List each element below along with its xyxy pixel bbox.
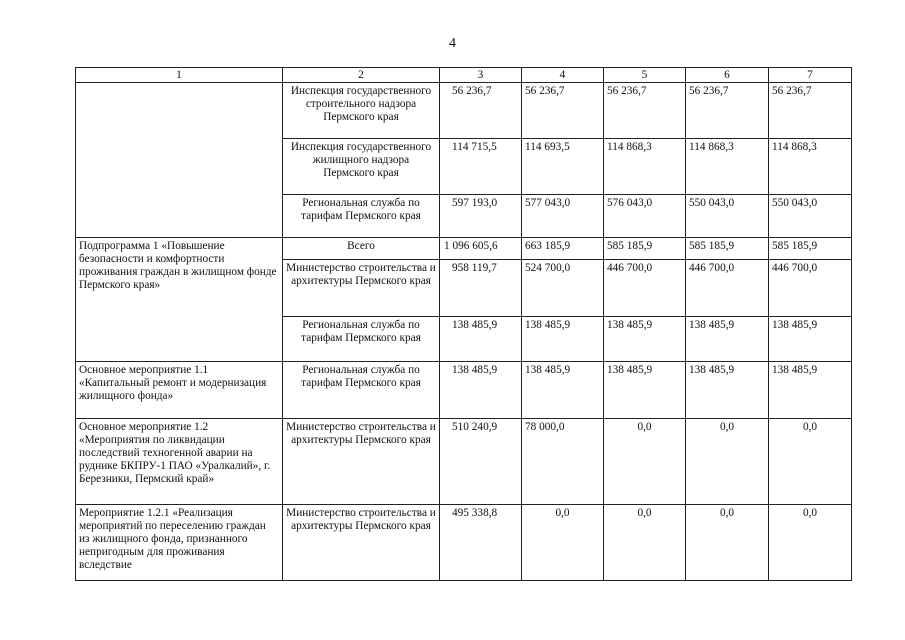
page-number: 4	[449, 36, 456, 51]
executor-cell: Инспекция государственного жилищного надзора Пермского края	[283, 139, 440, 195]
program-cell: Основное мероприятие 1.2 «Мероприятия по ликвидации последствий техногенной аварии на руднике БКПРУ-1 ПАО «Уралкалий», г. Березники, Пермский край»	[76, 419, 283, 505]
value-cell: 78 000,0	[522, 419, 604, 505]
executor-cell: Региональная служба по тарифам Пермского края	[283, 317, 440, 362]
column-header: 7	[769, 68, 852, 83]
value-cell: 56 236,7	[440, 83, 522, 139]
table-row	[76, 238, 852, 260]
value-cell: 663 185,9	[522, 238, 604, 260]
value-cell: 114 868,3	[686, 139, 769, 195]
executor-cell: Министерство строительства и архитектуры Пермского края	[283, 505, 440, 581]
value-cell: 446 700,0	[686, 260, 769, 317]
column-header: 4	[522, 68, 604, 83]
table-row	[76, 505, 852, 581]
value-cell: 446 700,0	[604, 260, 686, 317]
value-cell: 138 485,9	[522, 362, 604, 419]
value-cell: 138 485,9	[769, 362, 852, 419]
value-cell: 138 485,9	[522, 317, 604, 362]
program-cell	[76, 83, 283, 238]
executor-cell: Всего	[283, 238, 440, 260]
value-cell: 495 338,8	[440, 505, 522, 581]
value-cell: 138 485,9	[686, 362, 769, 419]
value-cell: 114 868,3	[604, 139, 686, 195]
executor-cell: Региональная служба по тарифам Пермского края	[283, 195, 440, 238]
column-header: 6	[686, 68, 769, 83]
value-cell: 138 485,9	[440, 362, 522, 419]
value-cell: 56 236,7	[522, 83, 604, 139]
value-cell: 138 485,9	[686, 317, 769, 362]
program-cell: Основное мероприятие 1.1 «Капитальный ремонт и модернизация жилищного фонда»	[76, 362, 283, 419]
value-cell: 0,0	[769, 505, 852, 581]
value-cell: 56 236,7	[686, 83, 769, 139]
program-cell: Подпрограмма 1 «Повышение безопасности и комфортности проживания граждан в жилищном фонде Пермского края»	[76, 238, 283, 362]
value-cell: 114 868,3	[769, 139, 852, 195]
column-header: 3	[440, 68, 522, 83]
value-cell: 585 185,9	[769, 238, 852, 260]
budget-table	[75, 67, 852, 581]
table-row	[76, 419, 852, 505]
value-cell: 510 240,9	[440, 419, 522, 505]
value-cell: 0,0	[686, 419, 769, 505]
value-cell: 550 043,0	[686, 195, 769, 238]
value-cell: 958 119,7	[440, 260, 522, 317]
value-cell: 0,0	[604, 505, 686, 581]
value-cell: 0,0	[769, 419, 852, 505]
value-cell: 585 185,9	[686, 238, 769, 260]
value-cell: 138 485,9	[440, 317, 522, 362]
value-cell: 114 715,5	[440, 139, 522, 195]
value-cell: 1 096 605,6	[440, 238, 522, 260]
program-cell: Мероприятие 1.2.1 «Реализация мероприятий по переселению граждан из жилищного фонда, признанного непригодным для проживания вследствие	[76, 505, 283, 581]
value-cell: 138 485,9	[604, 362, 686, 419]
column-header: 1	[76, 68, 283, 83]
executor-cell: Министерство строительства и архитектуры Пермского края	[283, 419, 440, 505]
executor-cell: Инспекция государственного строительного надзора Пермского края	[283, 83, 440, 139]
value-cell: 524 700,0	[522, 260, 604, 317]
value-cell: 114 693,5	[522, 139, 604, 195]
value-cell: 0,0	[522, 505, 604, 581]
value-cell: 56 236,7	[769, 83, 852, 139]
column-header: 2	[283, 68, 440, 83]
value-cell: 0,0	[604, 419, 686, 505]
table-row	[76, 83, 852, 139]
value-cell: 0,0	[686, 505, 769, 581]
value-cell: 446 700,0	[769, 260, 852, 317]
table-header-row	[76, 68, 852, 83]
value-cell: 576 043,0	[604, 195, 686, 238]
value-cell: 577 043,0	[522, 195, 604, 238]
executor-cell: Министерство строительства и архитектуры Пермского края	[283, 260, 440, 317]
value-cell: 56 236,7	[604, 83, 686, 139]
value-cell: 138 485,9	[769, 317, 852, 362]
table-row	[76, 362, 852, 419]
value-cell: 550 043,0	[769, 195, 852, 238]
value-cell: 585 185,9	[604, 238, 686, 260]
value-cell: 597 193,0	[440, 195, 522, 238]
value-cell: 138 485,9	[604, 317, 686, 362]
column-header: 5	[604, 68, 686, 83]
executor-cell: Региональная служба по тарифам Пермского края	[283, 362, 440, 419]
